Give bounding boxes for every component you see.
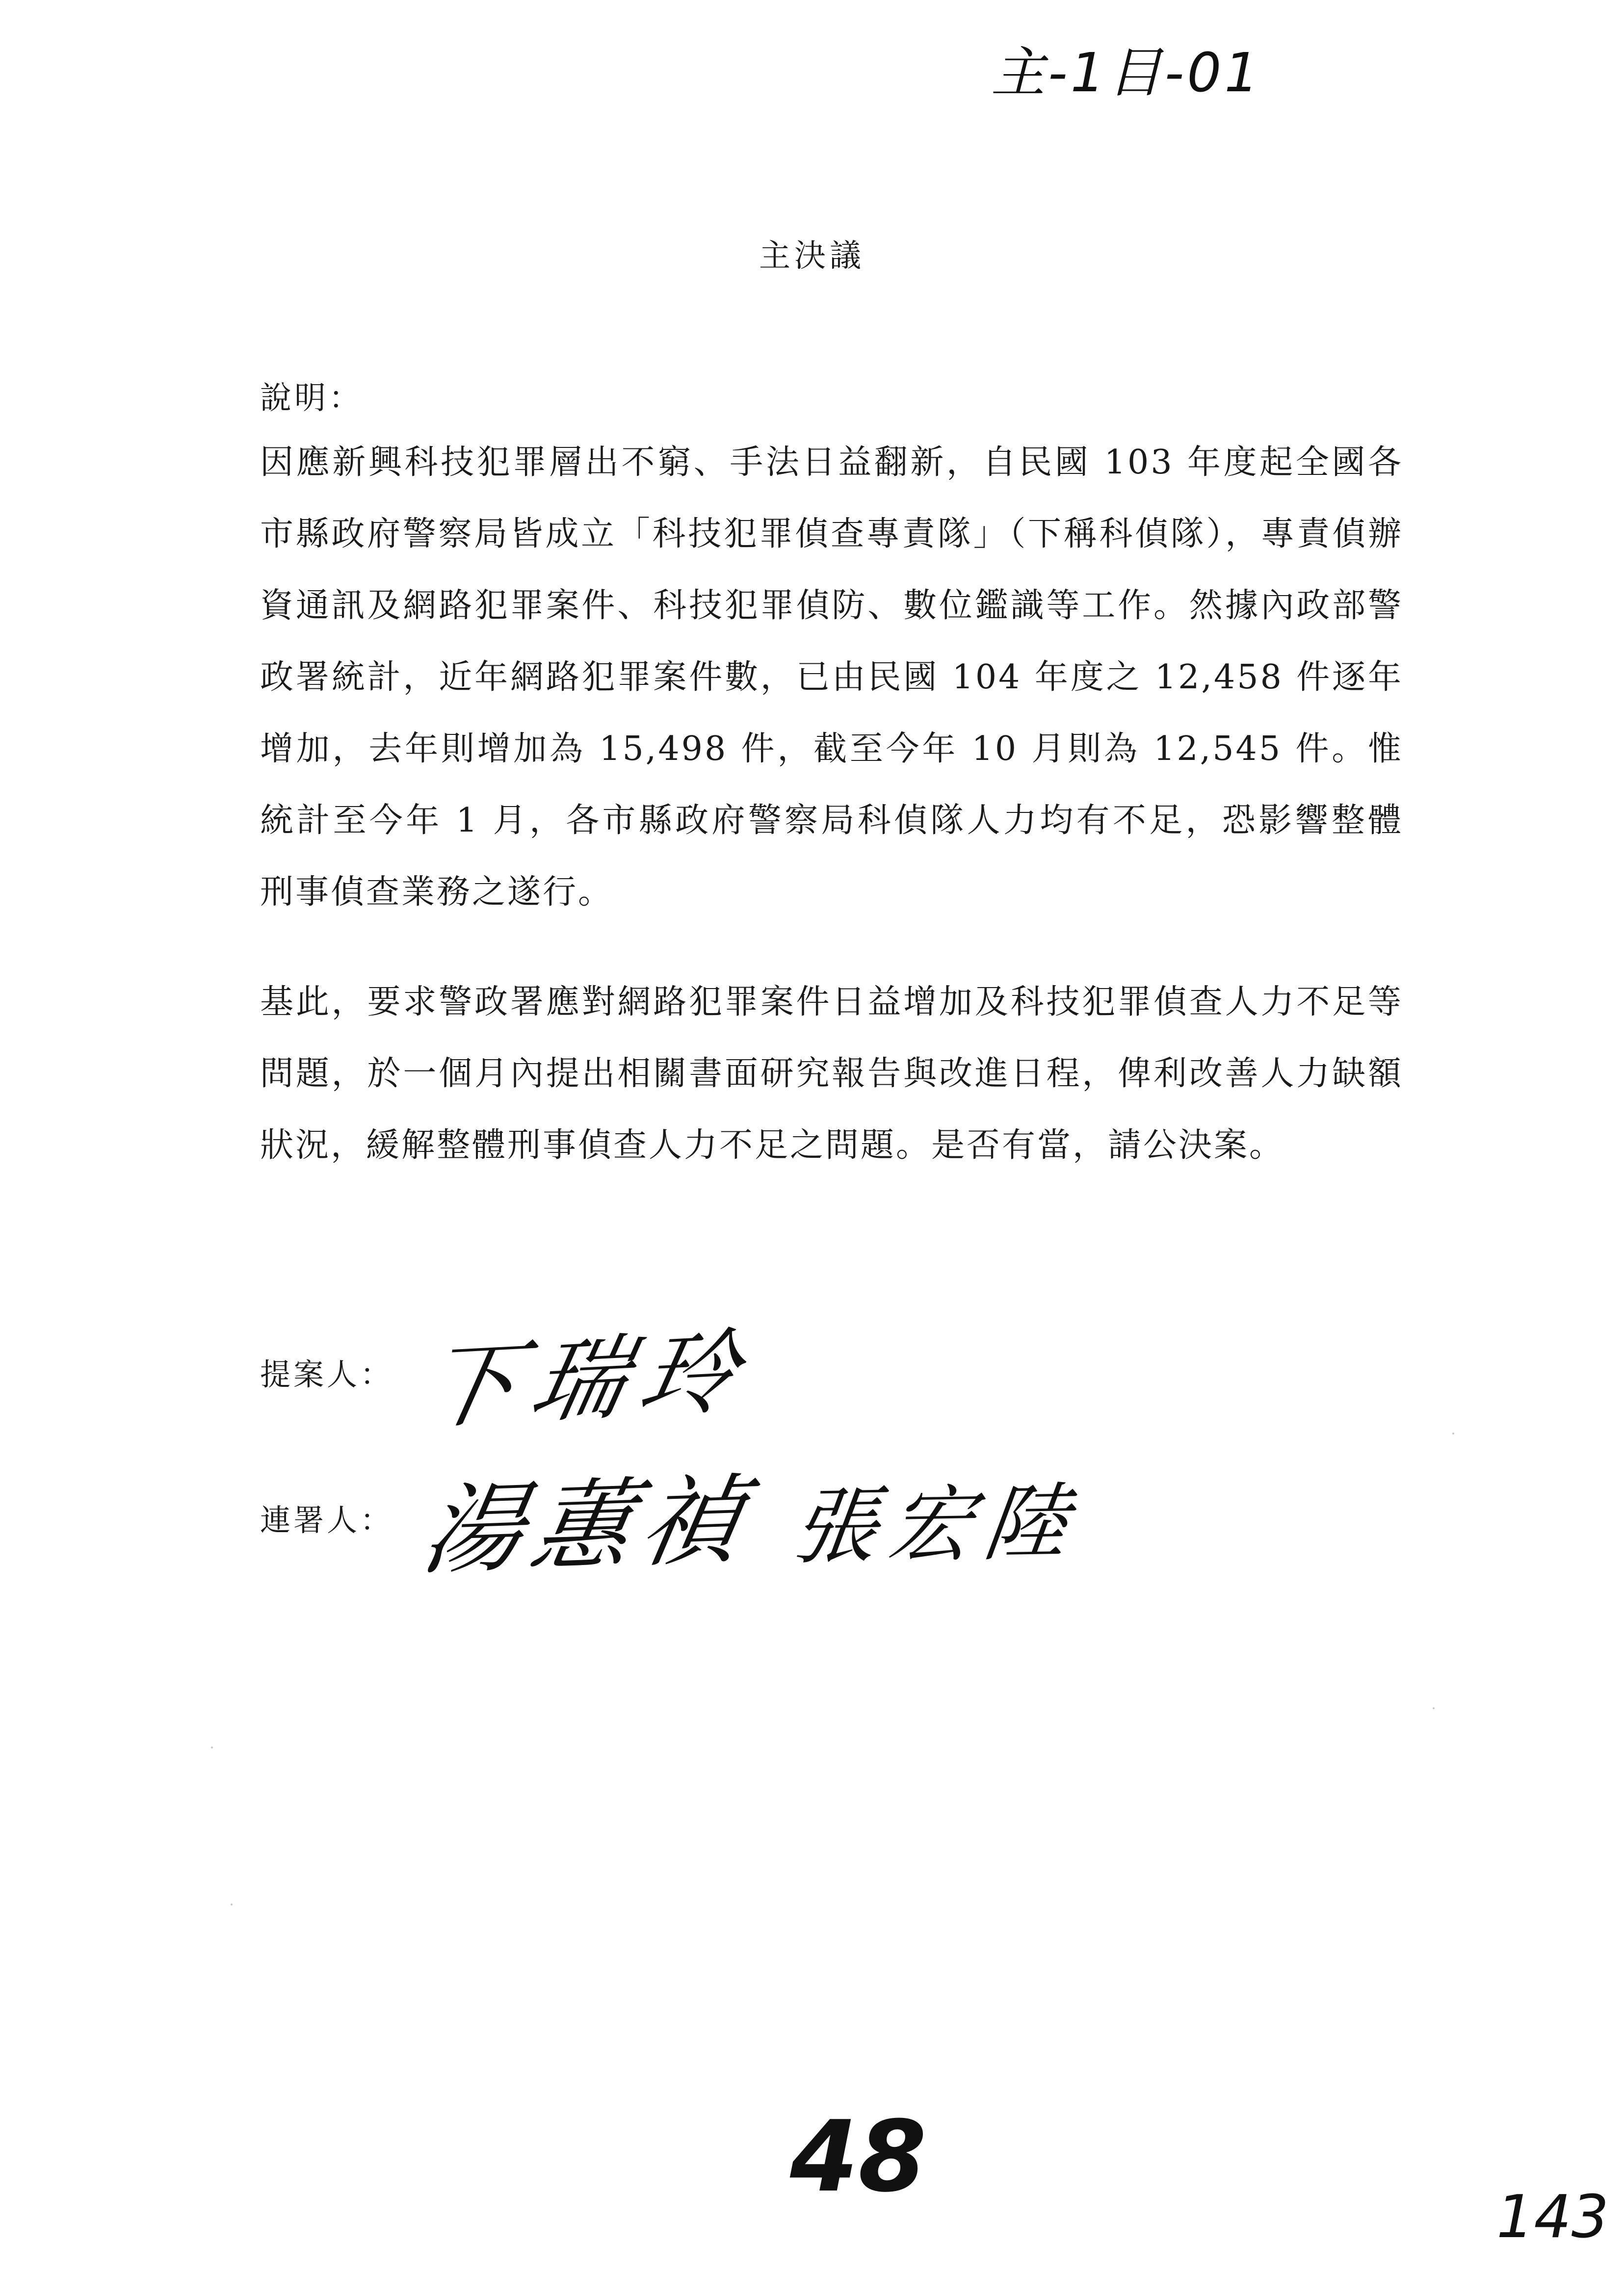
cosigner-row — [260, 1447, 1086, 1589]
cosigner-label: 連署人： — [260, 1502, 394, 1538]
scan-speck — [1452, 1433, 1454, 1435]
explanation-label: 說明： — [260, 380, 363, 417]
cosigner-signature: 湯蕙禎 — [414, 1463, 760, 1589]
page-number: 48 — [790, 2100, 927, 2214]
scan-speck — [1433, 1707, 1435, 1709]
scan-speck — [211, 1747, 213, 1748]
document-title: 主決議 — [759, 238, 865, 274]
resolution-paragraph: 基此，要求警政署應對網路犯罪案件日益增加及科技犯罪偵查人力不足等問題，於一個月內提出相關書面研究報告與改進日程，俾利改善人力缺額狀況，緩解整體刑事偵查人力不足之問題。是否有當，請公決案。 — [260, 983, 1403, 1165]
sheet-number: 143 — [1496, 2183, 1609, 2251]
explanation-paragraph: 因應新興科技犯罪層出不窮、手法日益翻新，自民國 103 年度起全國各市縣政府警察局皆成立「科技犯罪偵查專責隊」（下稱科偵隊），專責偵辦資通訊及網路犯罪案件、科技犯罪偵防、數位鑑識等工作。然據內政部警政署統計，近年網路犯罪案件數，已由民國 104 年度之 12,458 件逐年增加，去年則增加為 15,498 件，截至今年 10 月則為 12,545 件。惟統計至今年 1 月，各市縣政府警察局科偵隊人力均有不足，恐影響整體刑事偵查業務之遂行。 — [260, 443, 1403, 912]
proposer-signature: 下瑞玲 — [413, 1317, 762, 1443]
proposer-label: 提案人： — [260, 1357, 394, 1392]
proposer-row — [260, 1305, 762, 1443]
scan-speck — [231, 1904, 233, 1905]
handwritten-doc-id: 主-1目-01 — [991, 41, 1262, 104]
cosigner-signature: 張宏陸 — [787, 1474, 1086, 1577]
